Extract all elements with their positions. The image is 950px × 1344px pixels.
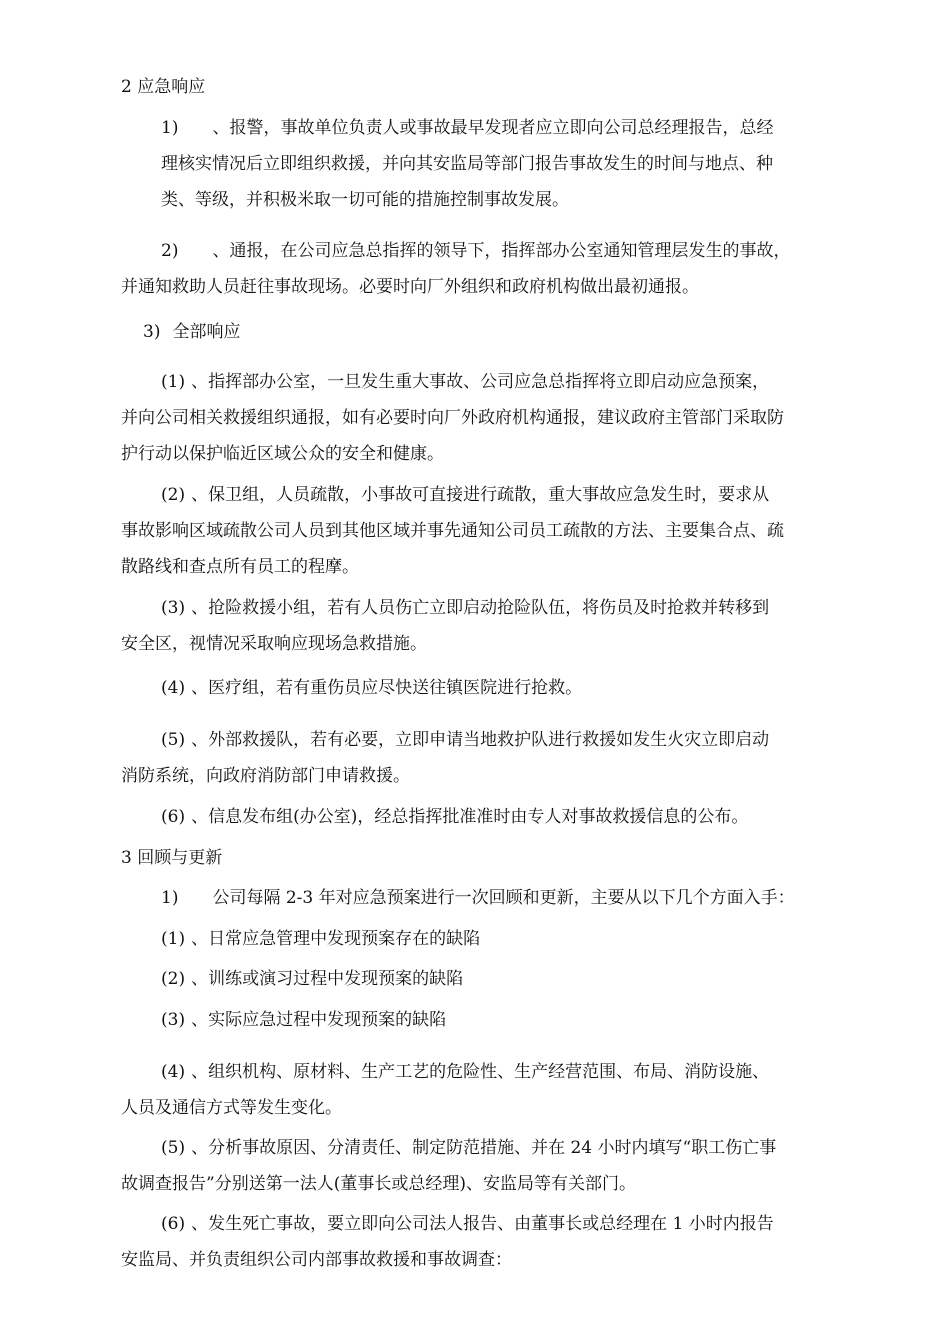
subitem-text: 护行动以保护临近区域公众的安全和健康。 bbox=[121, 444, 444, 464]
subitem-number: (2) bbox=[161, 485, 186, 505]
review-subitem-6-line-1 bbox=[161, 1213, 774, 1235]
item-number: 3) bbox=[143, 322, 161, 342]
subitem-text: 、实际应急过程中发现预案的缺陷 bbox=[191, 1010, 447, 1030]
item-text: 公司每隔 2-3 年对应急预案进行一次回顾和更新，主要从以下几个方面入手： bbox=[212, 888, 795, 908]
section-2-heading-text: 2 应急响应 bbox=[121, 77, 206, 97]
item-1-line-3 bbox=[161, 189, 569, 211]
subitem-2-line-1 bbox=[161, 484, 769, 506]
subitem-6-line-1 bbox=[161, 806, 748, 828]
review-subitem-3-line-1 bbox=[161, 1009, 446, 1031]
review-subitem-5-line-1 bbox=[161, 1137, 776, 1159]
item-text: 理核实情况后立即组织救援，并向其安监局等部门报告事故发生的时间与地点、种 bbox=[161, 154, 773, 174]
subitem-number: (5) bbox=[161, 730, 186, 750]
subitem-text: 、组织机构、原材料、生产工艺的危险性、生产经营范围、布局、消防设施、 bbox=[191, 1062, 770, 1082]
review-subitem-2-line-1 bbox=[161, 968, 463, 990]
subitem-number: (1) bbox=[161, 929, 186, 949]
item-text: 类、等级，并积极米取一切可能的措施控制事故发展。 bbox=[161, 190, 569, 210]
subitem-1-line-3 bbox=[121, 443, 444, 465]
review-subitem-1-line-1 bbox=[161, 928, 480, 950]
item-title: 全部响应 bbox=[172, 322, 241, 342]
subitem-text: 人员及通信方式等发生变化。 bbox=[121, 1098, 342, 1118]
item-1-line-2 bbox=[161, 153, 773, 175]
subitem-number: (5) bbox=[161, 1138, 186, 1158]
subitem-text: 、医疗组，若有重伤员应尽快送往镇医院进行抢救。 bbox=[191, 678, 583, 698]
subitem-number: (2) bbox=[161, 969, 186, 989]
item-2-line-1 bbox=[161, 240, 790, 262]
review-item-1-line bbox=[161, 887, 795, 909]
section-2-heading bbox=[121, 76, 205, 98]
subitem-text: 安监局、并负责组织公司内部事故救援和事故调查： bbox=[121, 1250, 512, 1270]
subitem-2-line-2 bbox=[121, 520, 784, 542]
item-1-line-1 bbox=[161, 117, 773, 139]
subitem-number: (6) bbox=[161, 1214, 186, 1234]
review-subitem-4-line-2 bbox=[121, 1097, 342, 1119]
subitem-number: (6) bbox=[161, 807, 186, 827]
subitem-text: 、信息发布组(办公室)，经总指挥批准准时由专人对事故救援信息的公布。 bbox=[191, 807, 749, 827]
subitem-number: (4) bbox=[161, 1062, 186, 1082]
subitem-number: (1) bbox=[161, 372, 186, 392]
subitem-3-line-1 bbox=[161, 597, 769, 619]
subitem-1-line-2 bbox=[121, 407, 784, 429]
subitem-number: (3) bbox=[161, 1010, 186, 1030]
subitem-text: 并向公司相关救援组织通报，如有必要时向厂外政府机构通报，建议政府主管部门采取防 bbox=[121, 408, 784, 428]
item-number: 1) bbox=[161, 118, 179, 138]
item-text: 并通知救助人员赶往事故现场。必要时向厂外组织和政府机构做出最初通报。 bbox=[121, 277, 699, 297]
subitem-text: 安全区，视情况采取响应现场急救措施。 bbox=[121, 634, 427, 654]
section-3-heading bbox=[121, 847, 222, 869]
subitem-text: 、日常应急管理中发现预案存在的缺陷 bbox=[191, 929, 481, 949]
subitem-text: 、保卫组，人员疏散，小事故可直接进行疏散，重大事故应急发生时，要求从 bbox=[191, 485, 770, 505]
subitem-text: 、分析事故原因、分清责任、制定防范措施、并在 24 小时内填写“职工伤亡事 bbox=[191, 1138, 777, 1158]
item-2-line-2 bbox=[121, 276, 699, 298]
subitem-text: 、外部救援队，若有必要，立即申请当地救护队进行救援如发生火灾立即启动 bbox=[191, 730, 770, 750]
subitem-5-line-2 bbox=[121, 765, 410, 787]
item-number: 2) bbox=[161, 241, 179, 261]
subitem-text: 消防系统，向政府消防部门申请救援。 bbox=[121, 766, 410, 786]
section-3-heading-text: 3 回顾与更新 bbox=[121, 848, 223, 868]
subitem-text: 、抢险救援小组，若有人员伤亡立即启动抢险队伍，将伤员及时抢救并转移到 bbox=[191, 598, 770, 618]
item-text: 、报警，事故单位负责人或事故最早发现者应立即向公司总经理报告，总经 bbox=[212, 118, 774, 138]
review-subitem-4-line-1 bbox=[161, 1061, 769, 1083]
subitem-text: 事故影响区域疏散公司人员到其他区域并事先通知公司员工疏散的方法、主要集合点、疏 bbox=[121, 521, 784, 541]
review-subitem-5-line-2 bbox=[121, 1173, 636, 1195]
subitem-text: 、发生死亡事故，要立即向公司法人报告、由董事长或总经理在 1 小时内报告 bbox=[191, 1214, 774, 1234]
subitem-4-line-1 bbox=[161, 677, 582, 699]
item-3-title-line bbox=[143, 321, 240, 343]
subitem-text: 散路线和查点所有员工的程摩。 bbox=[121, 557, 359, 577]
subitem-1-line-1 bbox=[161, 371, 769, 393]
subitem-text: 故调查报告”分别送第一法人(董事长或总经理)、安监局等有关部门。 bbox=[121, 1174, 636, 1194]
item-text: 、通报，在公司应急总指挥的领导下，指挥部办公室通知管理层发生的事故， bbox=[212, 241, 791, 261]
subitem-number: (4) bbox=[161, 678, 186, 698]
review-subitem-6-line-2 bbox=[121, 1249, 512, 1271]
subitem-2-line-3 bbox=[121, 556, 359, 578]
subitem-text: 、指挥部办公室，一旦发生重大事故、公司应急总指挥将立即启动应急预案， bbox=[191, 372, 770, 392]
subitem-3-line-2 bbox=[121, 633, 427, 655]
subitem-5-line-1 bbox=[161, 729, 769, 751]
subitem-text: 、训练或演习过程中发现预案的缺陷 bbox=[191, 969, 464, 989]
item-number: 1) bbox=[161, 888, 179, 908]
subitem-number: (3) bbox=[161, 598, 186, 618]
